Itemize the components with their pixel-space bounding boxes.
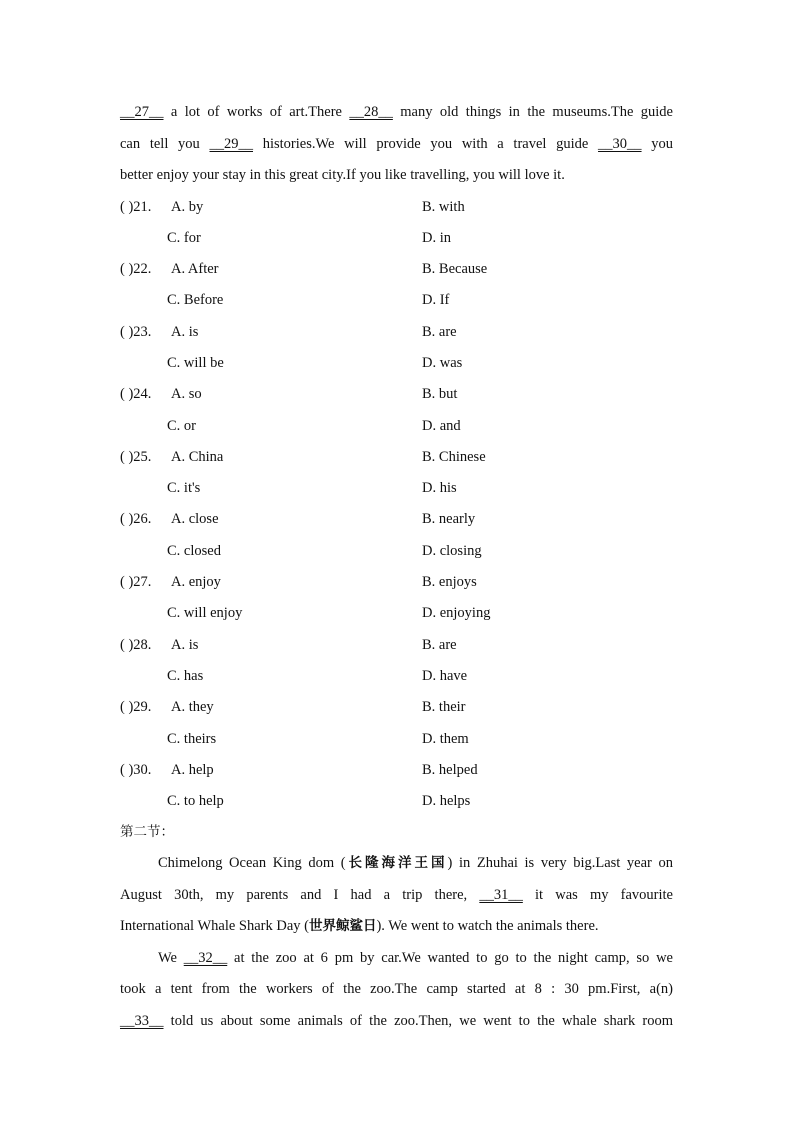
option-b: B. helped [422,761,478,778]
option-d: D. in [422,229,451,246]
chinese-gloss: 世界鲸鲨日 [308,918,377,935]
passage-line-1 [120,101,673,133]
question-28 [120,634,673,697]
option-d: D. If [422,292,450,309]
question-number: ( )27. [120,574,152,591]
blank-30: __30__ [598,135,642,152]
option-b: B. enjoys [422,574,477,591]
option-b: B. but [422,386,458,403]
option-c: C. to help [167,793,224,810]
passage-text: can tell you [120,135,210,152]
question-27 [120,571,673,634]
passage-text: you [641,135,673,152]
passage-section2 [120,852,673,1041]
question-number: ( )29. [120,699,152,716]
option-a: A. help [171,761,214,778]
option-a: A. they [171,699,214,716]
option-c: C. will be [167,354,224,371]
question-26 [120,508,673,571]
passage-text: Chimelong Ocean King dom ( [158,855,346,872]
passage-text: histories.We will provide you with a travel guide [253,135,599,152]
passage-line [120,915,673,947]
option-c: C. has [167,667,204,684]
option-d: D. enjoying [422,605,491,622]
passage-text: told us about some animals of the zoo.Then, we went to the whale shark room [163,1012,673,1029]
question-number: ( )30. [120,761,152,778]
option-c: C. closed [167,542,221,559]
passage-text: many old things in the museums.The guide [392,104,673,120]
option-b: B. nearly [422,511,476,528]
passage-text: took a tent from the workers of the zoo.The camp started at 8 : 30 pm.First, a(n) [120,981,673,998]
option-c: C. it's [167,480,201,497]
option-d: D. his [422,480,457,497]
blank-28: __28__ [349,104,393,120]
option-c: C. for [167,229,201,246]
option-d: D. helps [422,793,471,810]
option-a: A. by [171,198,204,215]
passage-line-3 [120,164,673,196]
question-number: ( )22. [120,261,152,278]
document-page [120,101,673,1041]
passage-line [120,852,673,884]
passage-text: at the zoo at 6 pm by car.We wanted to go to the night camp, so we [227,949,673,966]
passage-line-2 [120,133,673,165]
question-number: ( )25. [120,448,152,465]
passage-line [120,947,673,979]
passage-line [120,978,673,1010]
passage-text: a lot of works of art.There [163,104,350,120]
option-a: A. After [171,261,219,278]
option-d: D. have [422,667,468,684]
passage-text: ). We went to watch the animals there. [376,918,599,935]
option-d: D. them [422,730,469,747]
question-23 [120,321,673,384]
option-c: C. theirs [167,730,217,747]
question-22 [120,258,673,321]
option-b: B. their [422,699,466,716]
question-29 [120,696,673,759]
passage-line [120,1010,673,1042]
passage-text: ) in Zhuhai is very big.Last year on [447,855,673,872]
passage-text: We [158,949,184,966]
blank-27: __27__ [120,104,164,120]
question-21 [120,196,673,259]
option-d: D. closing [422,542,482,559]
question-number: ( )26. [120,511,152,528]
option-a: A. so [171,386,202,403]
option-a: A. is [171,636,199,653]
question-list [120,196,673,822]
option-d: D. was [422,354,463,371]
option-c: C. will enjoy [167,605,243,622]
option-b: B. are [422,323,457,340]
blank-33: __33__ [120,1012,164,1029]
option-b: B. Because [422,261,488,278]
question-24 [120,383,673,446]
blank-31: __31__ [479,886,523,903]
chinese-gloss: 长隆海洋王国 [345,855,448,872]
section-heading: 第二节： [120,824,174,841]
question-number: ( )24. [120,386,152,403]
option-c: C. Before [167,292,224,309]
passage-top [120,101,673,196]
option-a: A. close [171,511,219,528]
question-number: ( )23. [120,323,152,340]
passage-text: it was my favourite [522,886,673,903]
option-b: B. Chinese [422,448,486,465]
option-a: A. is [171,323,199,340]
question-number: ( )28. [120,636,152,653]
option-a: A. enjoy [171,574,221,591]
passage-text: August 30th, my parents and I had a trip there, [120,886,480,903]
option-a: A. China [171,448,224,465]
option-b: B. are [422,636,457,653]
option-b: B. with [422,198,465,215]
blank-32: __32__ [183,949,228,966]
passage-text: International Whale Shark Day ( [120,918,309,935]
passage-line [120,884,673,916]
question-30 [120,759,673,822]
option-c: C. or [167,417,196,434]
passage-text: better enjoy your stay in this great city.If you like travelling, you will love it. [120,167,565,183]
option-d: D. and [422,417,461,434]
question-number: ( )21. [120,198,152,215]
blank-29: __29__ [209,135,253,152]
question-25 [120,446,673,509]
